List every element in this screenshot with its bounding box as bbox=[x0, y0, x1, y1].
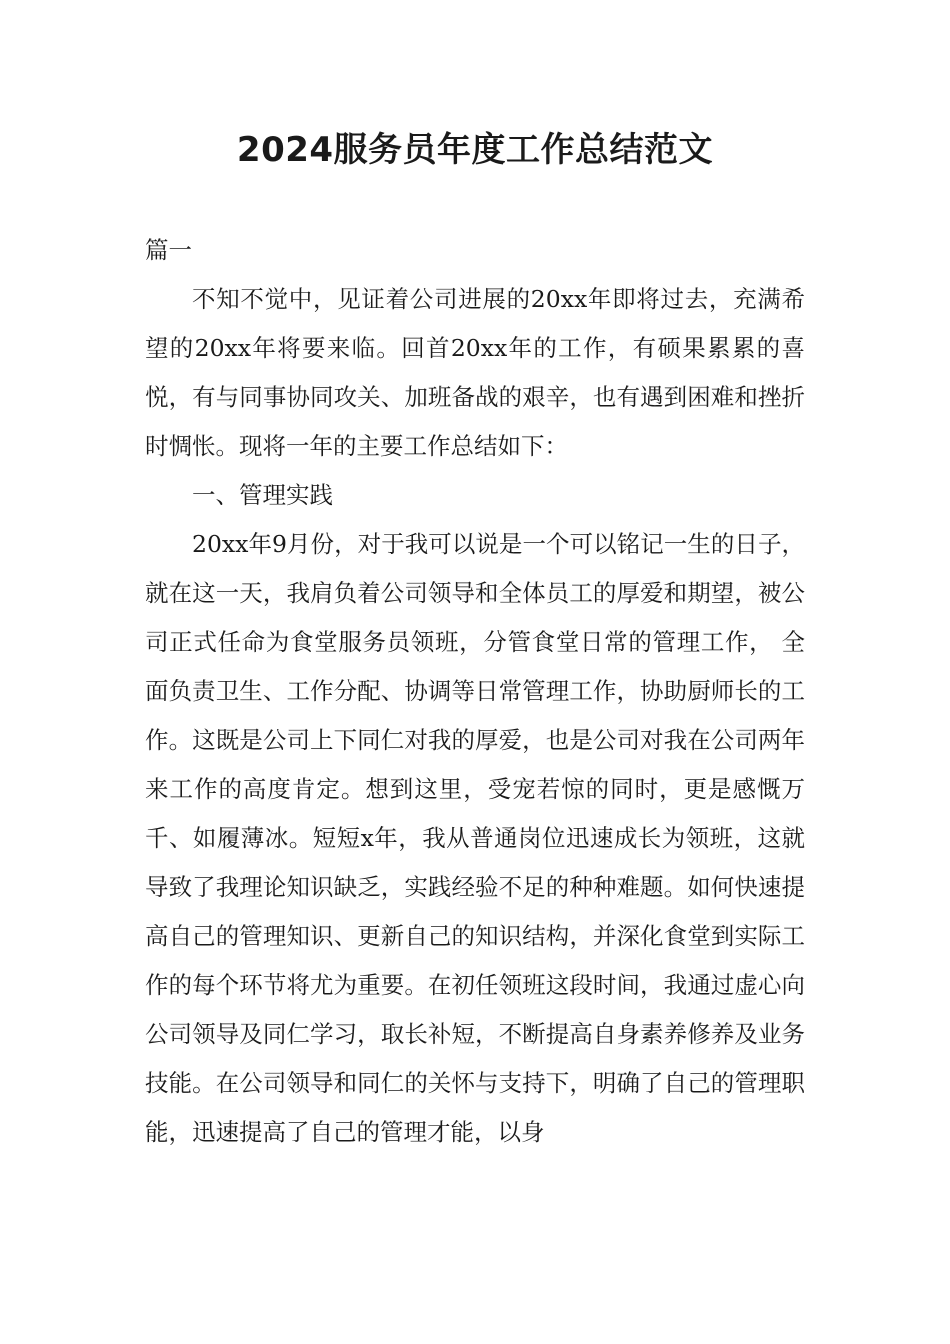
intro-paragraph: 不知不觉中，见证着公司进展的20xx年即将过去，充满希望的20xx年将要来临。回首20xx年的工作，有硕果累累的喜悦，有与同事协同攻关、加班备战的艰辛，也有遇到困难和挫折时惆怅。现将一年的主要工作总结如下： bbox=[145, 285, 805, 460]
document-title: 2024服务员年度工作总结范文 bbox=[236, 130, 714, 170]
section-heading: 一、管理实践 bbox=[192, 481, 333, 509]
body-paragraph: 20xx年9月份，对于我可以说是一个可以铭记一生的日子，就在这一天，我肩负着公司领导和全体员工的厚爱和期望，被公司正式任命为食堂服务员领班，分管食堂日常的管理工作， 全面负责卫生、工作分配、协调等日常管理工作，协助厨师长的工作。这既是公司上下同仁对我的厚爱，也是公司对我在公司两年来工作的高度肯定。想到这里，受宠若惊的同时，更是感慨万千、如履薄冰。短短x年，我从普通岗位迅速成长为领班，这就导致了我理论知识缺乏，实践经验不足的种种难题。如何快速提高自己的管理知识、更新自己的知识结构，并深化食堂到实际工作的每个环节将尤为重要。在初任领班这段时间，我通过虚心向公司领导及同仁学习，取长补短，不断提高自身素养修养及业务技能。在公司领导和同仁的关怀与支持下，明确了自己的管理职能，迅速提高了自己的管理才能，以身 bbox=[145, 530, 805, 1146]
section-label: 篇一 bbox=[145, 236, 192, 264]
document-body bbox=[145, 226, 805, 1157]
